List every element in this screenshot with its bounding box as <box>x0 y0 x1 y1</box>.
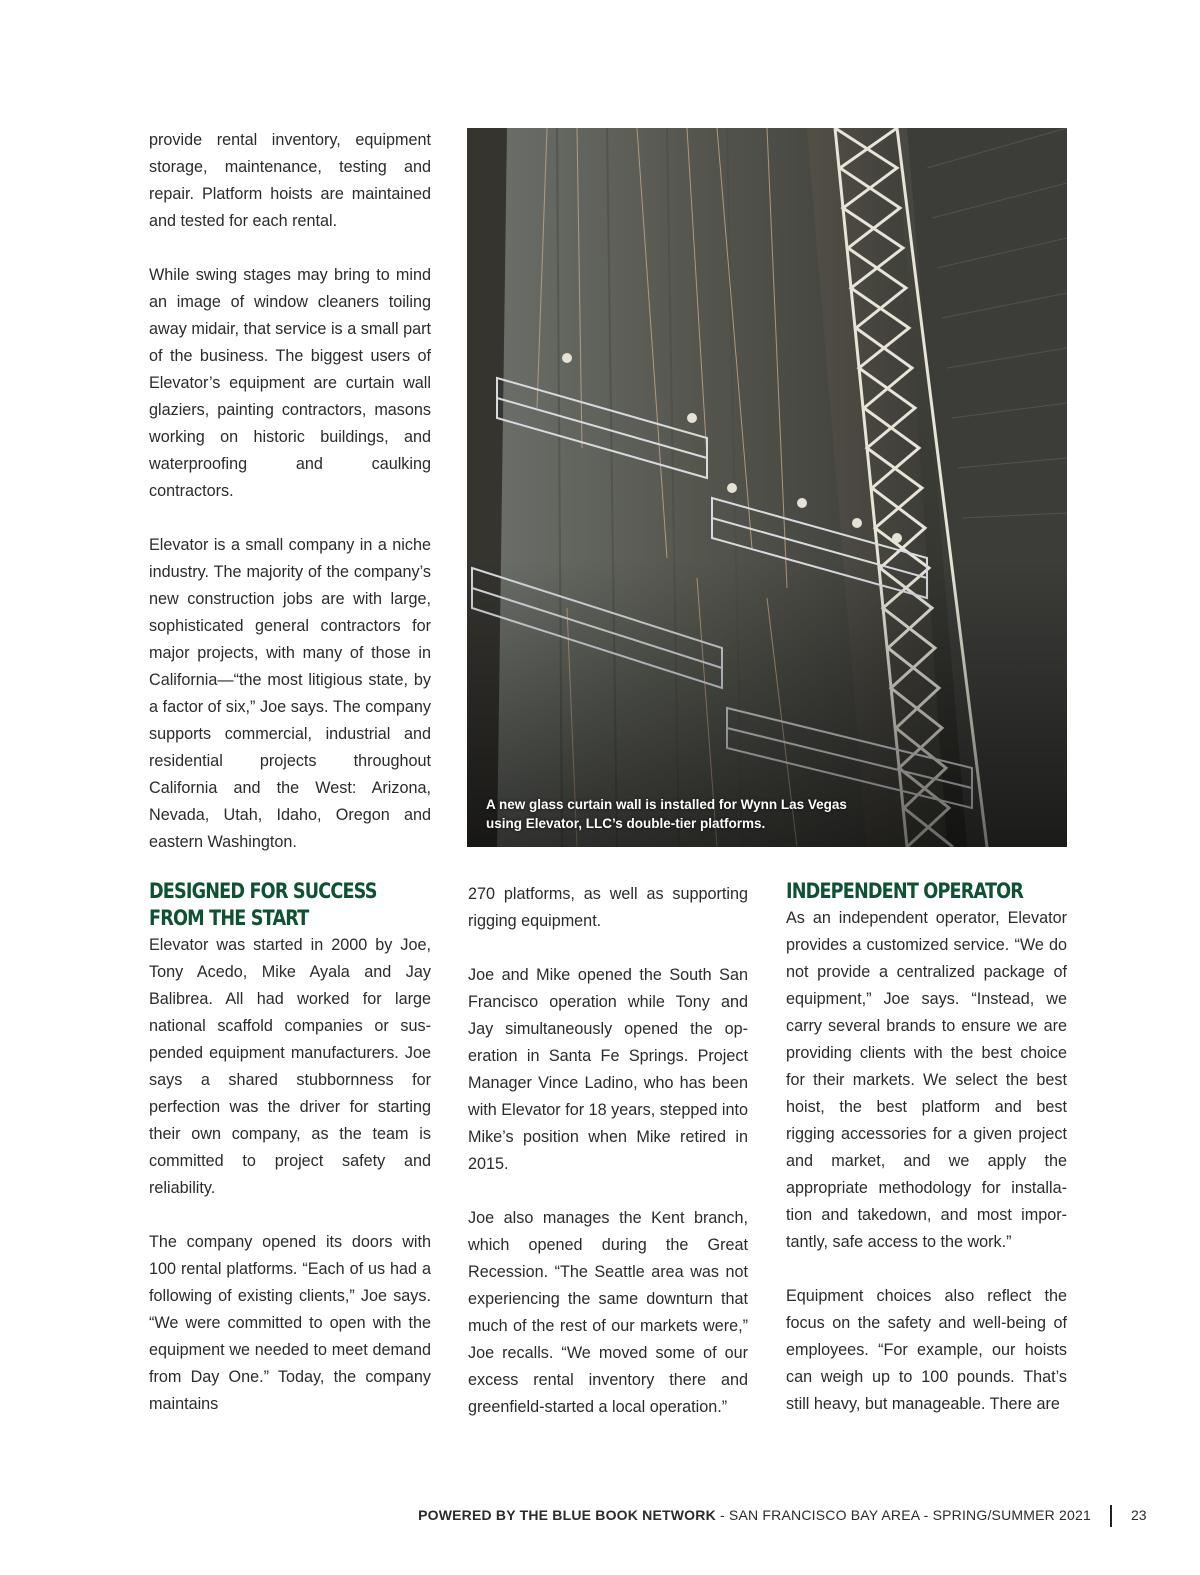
section-designed-for-success <box>149 878 431 1418</box>
photo-caption <box>486 795 906 833</box>
paragraph: While swing stages may bring to mind an image of window cleaners toiling away midair, that service is a small part of the business. The biggest users of Elevator’s equipment are curtain wall glaziers, painting contractors, masons working on historic buildings, and waterproofing and caulking contractors. <box>149 266 431 500</box>
caption-line: using Elevator, LLC’s double-tier platforms. <box>486 816 766 831</box>
heading-line: DESIGNED FOR SUCCESS <box>149 879 377 903</box>
paragraph: Elevator is a small company in a niche industry. The majority of the company’s new construction jobs are with large, sophisticated general contractors for major projects, with many of those in California—“the most litigious state, by a factor of six,” Joe says. The company supports commercial, industrial and residential projects throughout California and the West: Arizona, Nevada, Utah, Idaho, Oregon and eastern Washington. <box>149 536 431 851</box>
photo-illustration <box>467 128 1067 847</box>
paragraph: Elevator was started in 2000 by Joe, Tony Acedo, Mike Ayala and Jay Balibrea. All had worked for large national scaffold companies or suspended equipment manufacturers. Joe says a shared stubbornness for perfection was the driver for starting their own company, as the team is committed to project safety and reliability. <box>149 936 431 1197</box>
section-independent-operator <box>786 878 1067 1418</box>
paragraph: provide rental inventory, equipment storage, maintenance, testing and repair. Platform hoists are maintained and tested for each rental. <box>149 131 431 230</box>
article-column-middle <box>468 881 748 1421</box>
paragraph: The company opened its doors with 100 rental platforms. “Each of us had a following of existing clients,” Joe says. “We were committed to open with the equipment we needed to meet demand from Day One.” Today, the company maintains <box>149 1233 431 1413</box>
footer-publication <box>418 1507 1091 1523</box>
caption-line: A new glass curtain wall is installed for Wynn Las Vegas <box>486 797 847 812</box>
section-heading: INDEPENDENT OPERATOR <box>786 879 1024 903</box>
paragraph: Equipment choices also reflect the focus on the safety and well-being of employees. “For example, our hoists can weigh up to 100 pounds. That’s still heavy, but manageable. There are <box>786 1287 1067 1413</box>
construction-photo <box>467 128 1067 847</box>
paragraph: Joe also manages the Kent branch, which opened during the Great Recession. “The Seattle area was not experiencing the same downturn that much of the rest of our markets were,” Joe recalls. “We moved some of our excess rental inventory there and greenfield-started a local operation.” <box>468 1209 748 1416</box>
paragraph: 270 platforms, as well as supporting rigging equipment. <box>468 885 748 930</box>
footer-divider <box>1110 1505 1112 1527</box>
footer-edition: - SAN FRANCISCO BAY AREA - SPRING/SUMMER 2021 <box>715 1507 1091 1523</box>
heading-line: FROM THE START <box>149 906 309 930</box>
footer-network: POWERED BY THE BLUE BOOK NETWORK <box>418 1507 716 1523</box>
section-heading <box>149 878 386 932</box>
paragraph: Joe and Mike opened the South San Francisco operation while Tony and Jay simultaneously opened the operation in Santa Fe Springs. Project Manager Vince Ladino, who has been with Elevator for 18 years, stepped into Mike’s position when Mike retired in 2015. <box>468 966 748 1173</box>
page-number: 23 <box>1131 1507 1147 1523</box>
paragraph: As an independent operator, Elevator provides a customized service. “We do not provide a centralized package of equipment,” Joe says. “Instead, we carry several brands to ensure we are providing clients with the best choice for their markets. We select the best hoist, the best platform and best rigging accessories for a given project and market, and we apply the appropriate methodology for installation and takedown, and most importantly, safe access to the work.” <box>786 909 1067 1251</box>
page-footer <box>0 1505 1200 1529</box>
article-column-top <box>149 127 431 856</box>
